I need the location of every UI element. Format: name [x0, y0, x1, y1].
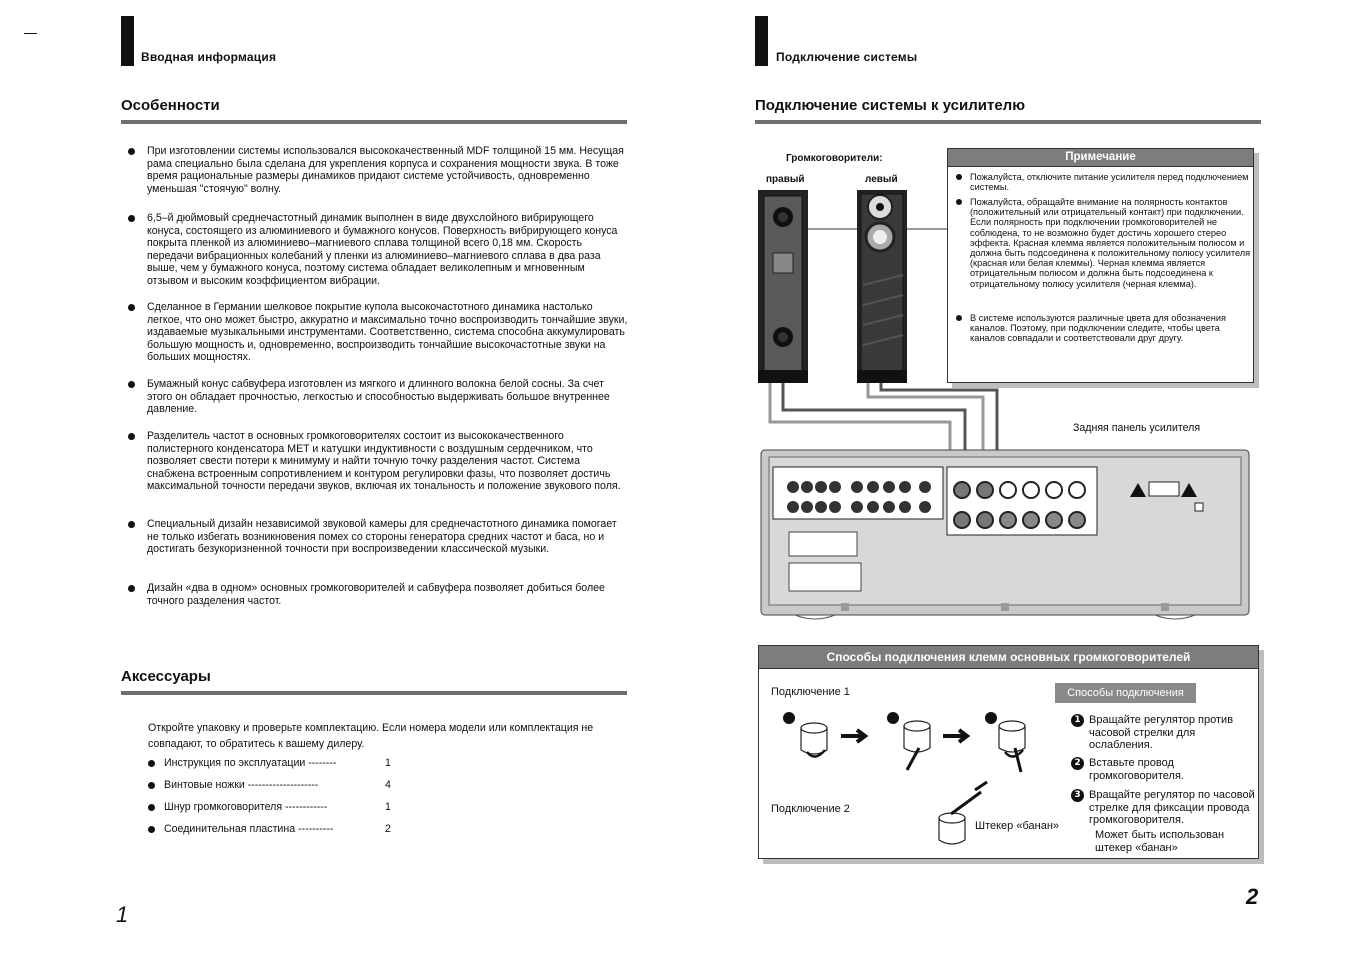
note-title: Примечание: [948, 149, 1253, 167]
step-number: 2: [1071, 757, 1084, 770]
methods-header: Способы подключения: [1055, 683, 1196, 703]
step-number: 3: [1071, 789, 1084, 802]
note-item: В системе используются различные цвета для обозначения каналов. Поэтому, при подключении следите, чтобы цвета каналов совпадали и соответствовали друг другу.: [956, 313, 1251, 344]
step-item: [1071, 714, 1261, 752]
note-item: Пожалуйста, обращайте внимание на полярность контактов (положительный или отрицательный контакт) при подключении. Если полярность при подключении громкоговорителей не соблюдена, то не возможно будет достичь хорошего стерео эффекта. Красная клемма является положительным полюсом и должна быть подсоединена к положительному полюсу усилителя (красная или белая клеммы). Черная клемма является отрицательным полюсом и должна быть подсоединена к отрицательному полюсу усилителя (черная клемма).: [956, 197, 1251, 289]
accessory-name: Соединительная пластина ----------: [164, 823, 334, 835]
accessory-qty: 1: [385, 801, 391, 813]
accessory-name: Шнур громкоговорителя ------------: [164, 801, 328, 813]
step-item: [1071, 757, 1261, 782]
left-speaker: [857, 190, 907, 383]
step-item: [1071, 789, 1261, 827]
accessory-item: [148, 823, 391, 835]
section-header: Подключение системы: [776, 50, 918, 64]
feature-item: При изготовлении системы использовался высококачественный MDF толщиной 15 мм. Несущая рама специально была сделана для укрепления корпуса и сохранения мощности звука. В тоже время рациональные размеры динамиков придают системе устойчивость, одновременно уменьшая "стоячую" волну.: [128, 145, 628, 195]
section-header: Вводная информация: [141, 50, 277, 64]
accessory-item: [148, 779, 391, 791]
right-speaker: [758, 190, 808, 383]
connection-rule: [755, 120, 1261, 124]
accessory-item: [148, 801, 391, 813]
page-number-left: 1: [116, 902, 129, 927]
feature-item: Бумажный конус сабвуфера изготовлен из мягкого и длинного волокна белой сосны. За счет этого он обладает прочностью, легкостью и способностью выдерживать большое внутреннее давление.: [128, 378, 628, 416]
connection-methods-title: Способы подключения клемм основных громкоговорителей: [759, 646, 1258, 669]
amplifier-rear-panel: [761, 450, 1249, 619]
connection-title: Подключение системы к усилителю: [755, 97, 1026, 114]
page-number-right: 2: [1246, 884, 1259, 909]
banana-plug-label: Штекер «банан»: [975, 820, 1060, 832]
speakers-label: Громкоговорители:: [786, 153, 883, 164]
features-title: Особенности: [121, 97, 220, 114]
right-speaker-label: правый: [766, 174, 805, 185]
section-marker: [755, 16, 768, 66]
step-text: Вращайте регулятор против часовой стрелки для ослабления.: [1089, 714, 1234, 751]
amplifier-label: Задняя панель усилителя: [1073, 422, 1201, 434]
accessory-qty: 2: [385, 823, 391, 835]
accessories-intro: Откройте упаковку и проверьте комплектацию. Если номера модели или комплектация не совпадают, то обратитесь к вашему дилеру.: [148, 722, 594, 750]
note-box: [947, 148, 1254, 383]
accessory-name: Инструкция по эксплуатации --------: [164, 757, 337, 769]
accessories-rule: [121, 691, 627, 695]
accessories-title: Аксессуары: [121, 668, 211, 685]
feature-item: Сделанное в Германии шелковое покрытие купола высокочастотного динамика настолько легкое, что оно может быстро, аккуратно и максимально точно воспроизводить тончайшие звуки, издаваемые музыкальными инструментами. Соответственно, система способна аккумулировать большую мощность и, одновременно, воспроизводить тончайшие высокочастотные звуки на больших мощностях.: [128, 301, 628, 364]
accessory-qty: 1: [385, 757, 391, 769]
step-text: Вращайте регулятор по часовой стрелке для фиксации провода громкоговорителя.: [1089, 789, 1255, 826]
accessory-qty: 4: [385, 779, 391, 791]
connection-1-label: Подключение 1: [771, 686, 850, 698]
step-number: 1: [1071, 714, 1084, 727]
note-item: Пожалуйста, отключите питание усилителя перед подключением системы.: [956, 172, 1251, 192]
left-speaker-label: левый: [865, 174, 898, 185]
step-text: Вставьте провод громкоговорителя.: [1089, 757, 1184, 782]
corner-dash: [24, 33, 37, 34]
section-marker: [121, 16, 134, 66]
feature-item: Специальный дизайн независимой звуковой камеры для среднечастотного динамика помогает не только избегать возникновения помех со стороны генератора средних частот и баса, но и достигать безукоризненной точности при воспроизведении классической музыки.: [128, 518, 628, 556]
feature-item: Разделитель частот в основных громкоговорителях состоит из высококачественного полистерного конденсатора MET и катушки индуктивности с воздушным сердечником, что позволяет свести потери к минимуму и найти точную точку разделения частот. Система снабжена встроенным сопротивлением и контуром регулировки фазы, что позволяет достичь максимальной точности передачи звуков, включая их тональность и положение звукового поля.: [128, 430, 628, 493]
step-marker: [783, 712, 795, 724]
accessory-item: [148, 757, 391, 769]
connection-methods-box: [758, 645, 1259, 859]
step-marker: [985, 712, 997, 724]
feature-item: 6,5–й дюймовый среднечастотный динамик выполнен в виде двухслойного вибрирующего конуса, состоящего из алюминиевого и бумажного конусов. Поверхность вибрирующего конуса покрыта пленкой из алюминиево–магниевого сплава толщиной всего 0,18 мм. Скорость передачи вибрационных колебаний у пленки из алюминиево–магниевого сплава в два раза выше, чем у бумажного конуса, поэтому система обладает великолепным и мгновенным отзывом и высоким коэффициентом вибрации.: [128, 212, 628, 288]
features-rule: [121, 120, 627, 124]
feature-item: Дизайн «два в одном» основных громкоговорителей и сабвуфера позволяет добиться более точного разделения частот.: [128, 582, 628, 607]
connection-2-label: Подключение 2: [771, 803, 850, 815]
banana-note: Может быть использован штекер «банан»: [1095, 829, 1225, 854]
step-marker: [887, 712, 899, 724]
accessory-name: Винтовые ножки --------------------: [164, 779, 319, 791]
